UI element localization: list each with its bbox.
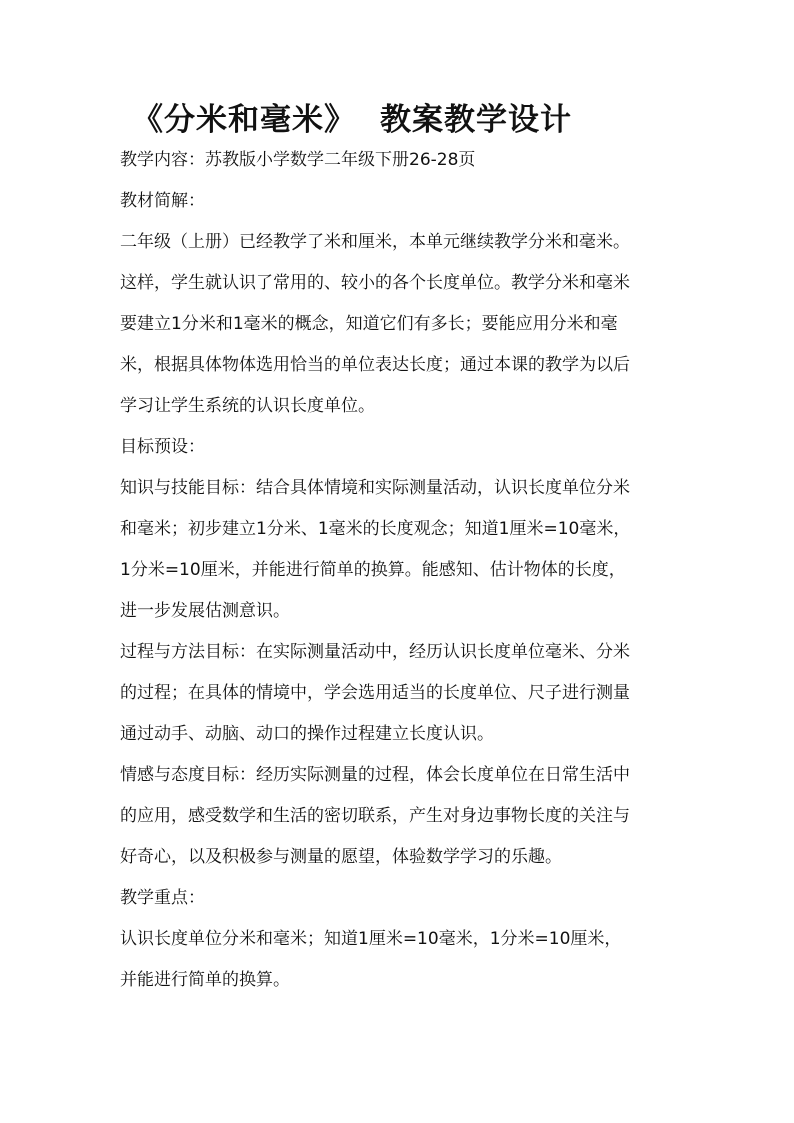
text-line-8: 目标预设： [120,437,205,457]
text-line-5: 要建立1分米和1毫米的概念，知道它们有多长；要能应用分米和毫 [120,314,618,334]
document-body [120,140,680,1001]
text-line-10: 和毫米；初步建立1分米、1毫米的长度观念；知道1厘米=10毫米， [120,519,631,539]
text-line-19: 教学重点： [120,888,205,908]
text-line-17: 的应用，感受数学和生活的密切联系，产生对身边事物长度的关注与 [120,806,630,826]
title-sub: 教案教学设计 [380,102,572,138]
text-line-14: 的过程；在具体的情境中，学会选用适当的长度单位、尺子进行测量 [120,683,630,703]
text-line-15: 通过动手、动脑、动口的操作过程建立长度认识。 [120,724,494,744]
title-main: 《分米和毫米》 [132,102,356,138]
text-line-7: 学习让学生系统的认识长度单位。 [120,396,375,416]
text-line-12: 进一步发展估测意识。 [120,601,290,621]
text-line-1: 教学内容：苏教版小学数学二年级下册26-28页 [120,150,476,170]
text-line-18: 好奇心，以及积极参与测量的愿望，体验数学学习的乐趣。 [120,847,562,867]
text-line-3: 二年级（上册）已经教学了米和厘米，本单元继续教学分米和毫米。 [120,232,630,252]
text-line-13: 过程与方法目标：在实际测量活动中，经历认识长度单位毫米、分米 [120,642,630,662]
text-line-20: 认识长度单位分米和毫米；知道1厘米=10毫米，1分米=10厘米， [120,929,622,949]
document-title [132,98,572,142]
text-line-21: 并能进行简单的换算。 [120,970,290,990]
text-line-2: 教材简解： [120,191,205,211]
text-line-11: 1分米=10厘米，并能进行简单的换算。能感知、估计物体的长度， [120,560,626,580]
text-line-16: 情感与态度目标：经历实际测量的过程，体会长度单位在日常生活中 [120,765,630,785]
text-line-9: 知识与技能目标：结合具体情境和实际测量活动，认识长度单位分米 [120,478,630,498]
text-line-4: 这样，学生就认识了常用的、较小的各个长度单位。教学分米和毫米 [120,273,630,293]
text-line-6: 米，根据具体物体选用恰当的单位表达长度；通过本课的教学为以后 [120,355,630,375]
